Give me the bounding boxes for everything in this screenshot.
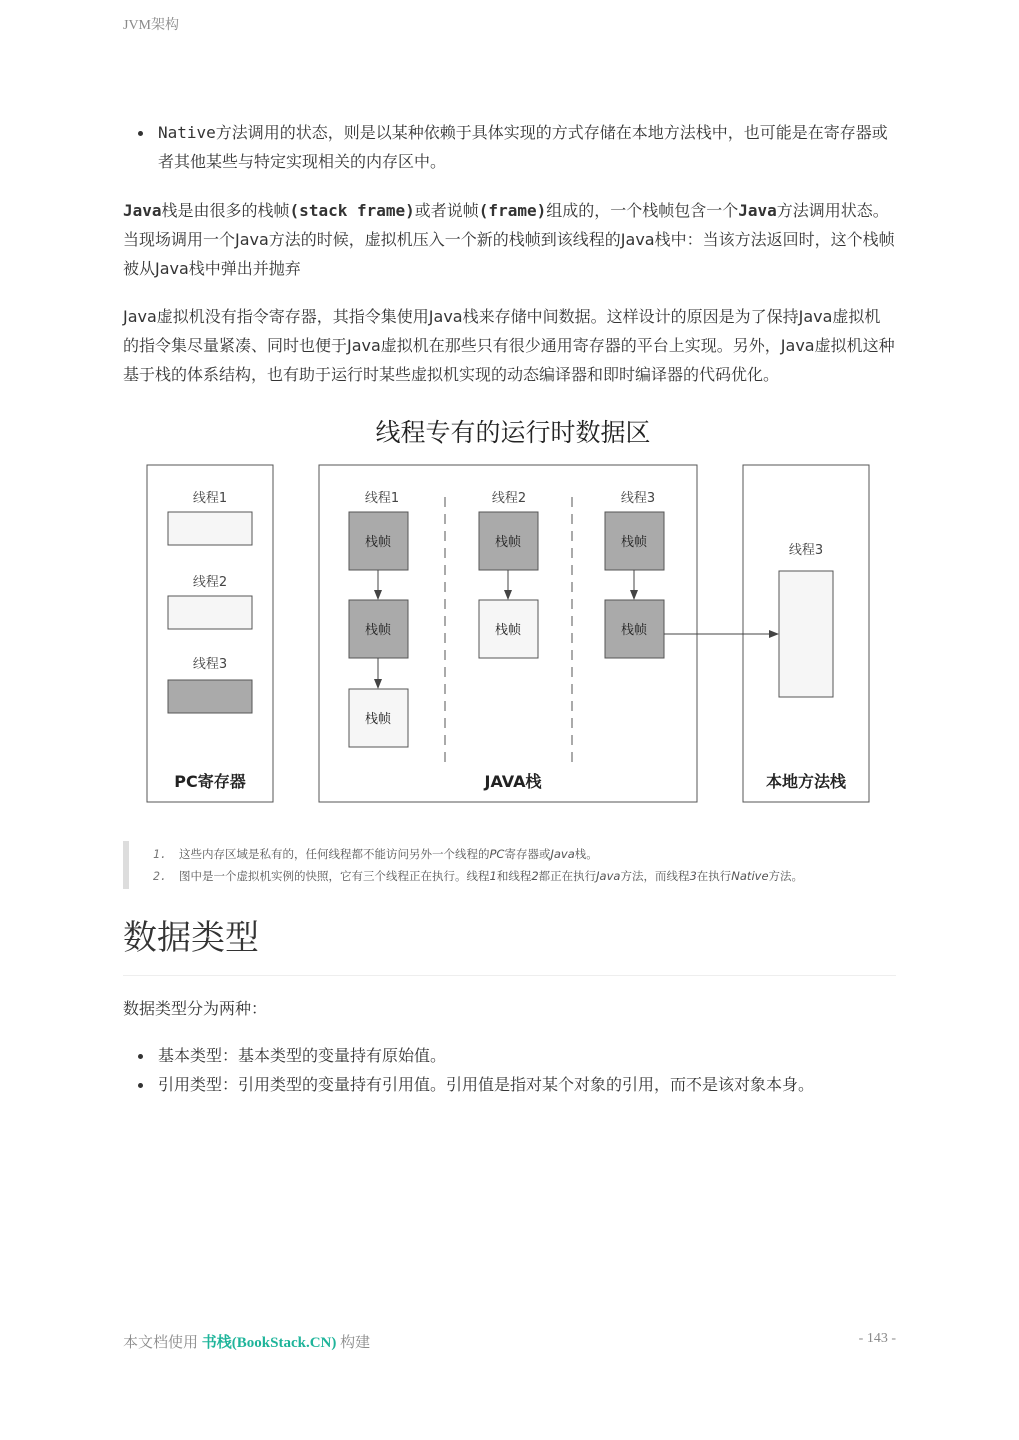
note-text: 1 (489, 869, 497, 883)
native-thread-label: 线程3 (788, 543, 824, 558)
pc-register-label: PC寄存器 (174, 772, 246, 791)
native-stack-label: 本地方法栈 (765, 772, 847, 791)
pc-thread-label: 线程3 (192, 657, 228, 672)
term-java: Java (738, 201, 777, 220)
note-item (153, 843, 896, 865)
text-segment: 或者说帧 (414, 201, 479, 220)
note-text: 在执行 (696, 869, 732, 883)
term-java: Java (123, 201, 162, 220)
note-text: 3 (689, 869, 697, 883)
native-thread-box (779, 571, 833, 697)
note-text: Java (550, 847, 575, 861)
data-types-intro: 数据类型分为两种： (123, 999, 268, 1018)
footer-brand-link[interactable]: 书栈(BookStack.CN) (201, 1335, 337, 1351)
stack-frame-label: 栈帧 (364, 623, 392, 638)
data-types-list (123, 1041, 896, 1099)
note-text: PC (489, 847, 505, 861)
instruction-set-paragraph: Java虚拟机没有指令寄存器，其指令集使用Java栈来存储中间数据。这样设计的原因是为了保持Java虚拟机的指令集尽量紧凑、同时也便于Java虚拟机在那些只有很少通用寄存器的平台上实现。另外，Java虚拟机这种基于栈的体系结构，也有助于运行时某些虚拟机实现的动态编译器和即时编译器的代码优化。 (123, 307, 895, 384)
page-number: - 143 - (858, 1331, 896, 1346)
text-segment: 方法调用状态。 当现场调用一个Java方法的时候，虚拟机压入一个新的栈帧到该线程的Java栈中：当该方法返回时，这个栈帧被从Java栈中弹出并抛弃 (123, 201, 895, 278)
list-item (158, 118, 896, 176)
code-native: Native (158, 123, 216, 142)
pc-thread-box (168, 512, 252, 545)
note-text: 栈。 (574, 847, 598, 861)
page-footer (123, 1331, 896, 1352)
list-item-text: 方法调用的状态，则是以某种依赖于具体实现的方式存储在本地方法栈中，也可能是在寄存器或者其他某些与特定实现相关的内存区中。 (158, 123, 888, 171)
list-item (158, 1041, 896, 1070)
java-stack-label: JAVA栈 (484, 772, 542, 791)
pc-thread-box (168, 680, 252, 713)
java-thread-label: 线程2 (491, 491, 527, 506)
section-heading: 数据类型 (123, 915, 896, 976)
stack-frame-label: 栈帧 (620, 623, 648, 638)
stack-frame-label: 栈帧 (494, 535, 522, 550)
note-text: Java (596, 869, 621, 883)
stack-frame-label: 栈帧 (364, 712, 392, 727)
text-segment: 组成的，一个栈帧包含一个 (546, 201, 739, 220)
note-number: 1. (153, 847, 167, 861)
term-stack-frame: (stack frame) (289, 201, 415, 220)
page-content (123, 118, 896, 1099)
native-state-list (123, 118, 896, 176)
footer-prefix: 本文档使用 (123, 1335, 199, 1351)
pc-thread-label: 线程1 (192, 491, 228, 506)
note-item (153, 865, 896, 887)
note-text: 方法，而线程 (620, 869, 690, 883)
footer-suffix: 构建 (340, 1335, 371, 1351)
list-item-text: 引用类型的变量持有引用值。引用值是指对某个对象的引用，而不是该对象本身。 (238, 1075, 815, 1094)
java-thread-label: 线程3 (620, 491, 656, 506)
note-text: 方法。 (768, 869, 804, 883)
note-text: Native (731, 869, 769, 883)
note-text: 图中是一个虚拟机实例的快照，它有三个线程正在执行。线程 (179, 869, 490, 883)
note-text: 都正在执行 (538, 869, 597, 883)
stack-frame-label: 栈帧 (494, 623, 522, 638)
list-item-label: 引用类型： (158, 1075, 239, 1094)
java-stack-paragraph (123, 196, 896, 283)
note-text: 2 (531, 869, 539, 883)
pc-thread-box (168, 596, 252, 629)
list-item-text: 基本类型的变量持有原始值。 (238, 1046, 447, 1065)
runtime-data-area-diagram (123, 415, 896, 815)
note-text: 这些内存区域是私有的，任何线程都不能访问另外一个线程的 (179, 847, 490, 861)
stack-frame-label: 栈帧 (364, 535, 392, 550)
list-item-label: 基本类型： (158, 1046, 239, 1065)
note-text: 和线程 (496, 869, 532, 883)
note-text: 寄存器或 (504, 847, 551, 861)
page-header: JVM架构 (123, 18, 180, 33)
term-frame: (frame) (478, 201, 547, 220)
list-item (158, 1070, 896, 1099)
java-thread-label: 线程1 (364, 491, 400, 506)
diagram-title: 线程专有的运行时数据区 (375, 418, 651, 447)
text-segment: 栈是由很多的栈帧 (161, 201, 290, 220)
stack-frame-label: 栈帧 (620, 535, 648, 550)
note-number: 2. (153, 869, 167, 883)
diagram-notes (123, 841, 896, 889)
pc-thread-label: 线程2 (192, 575, 228, 590)
